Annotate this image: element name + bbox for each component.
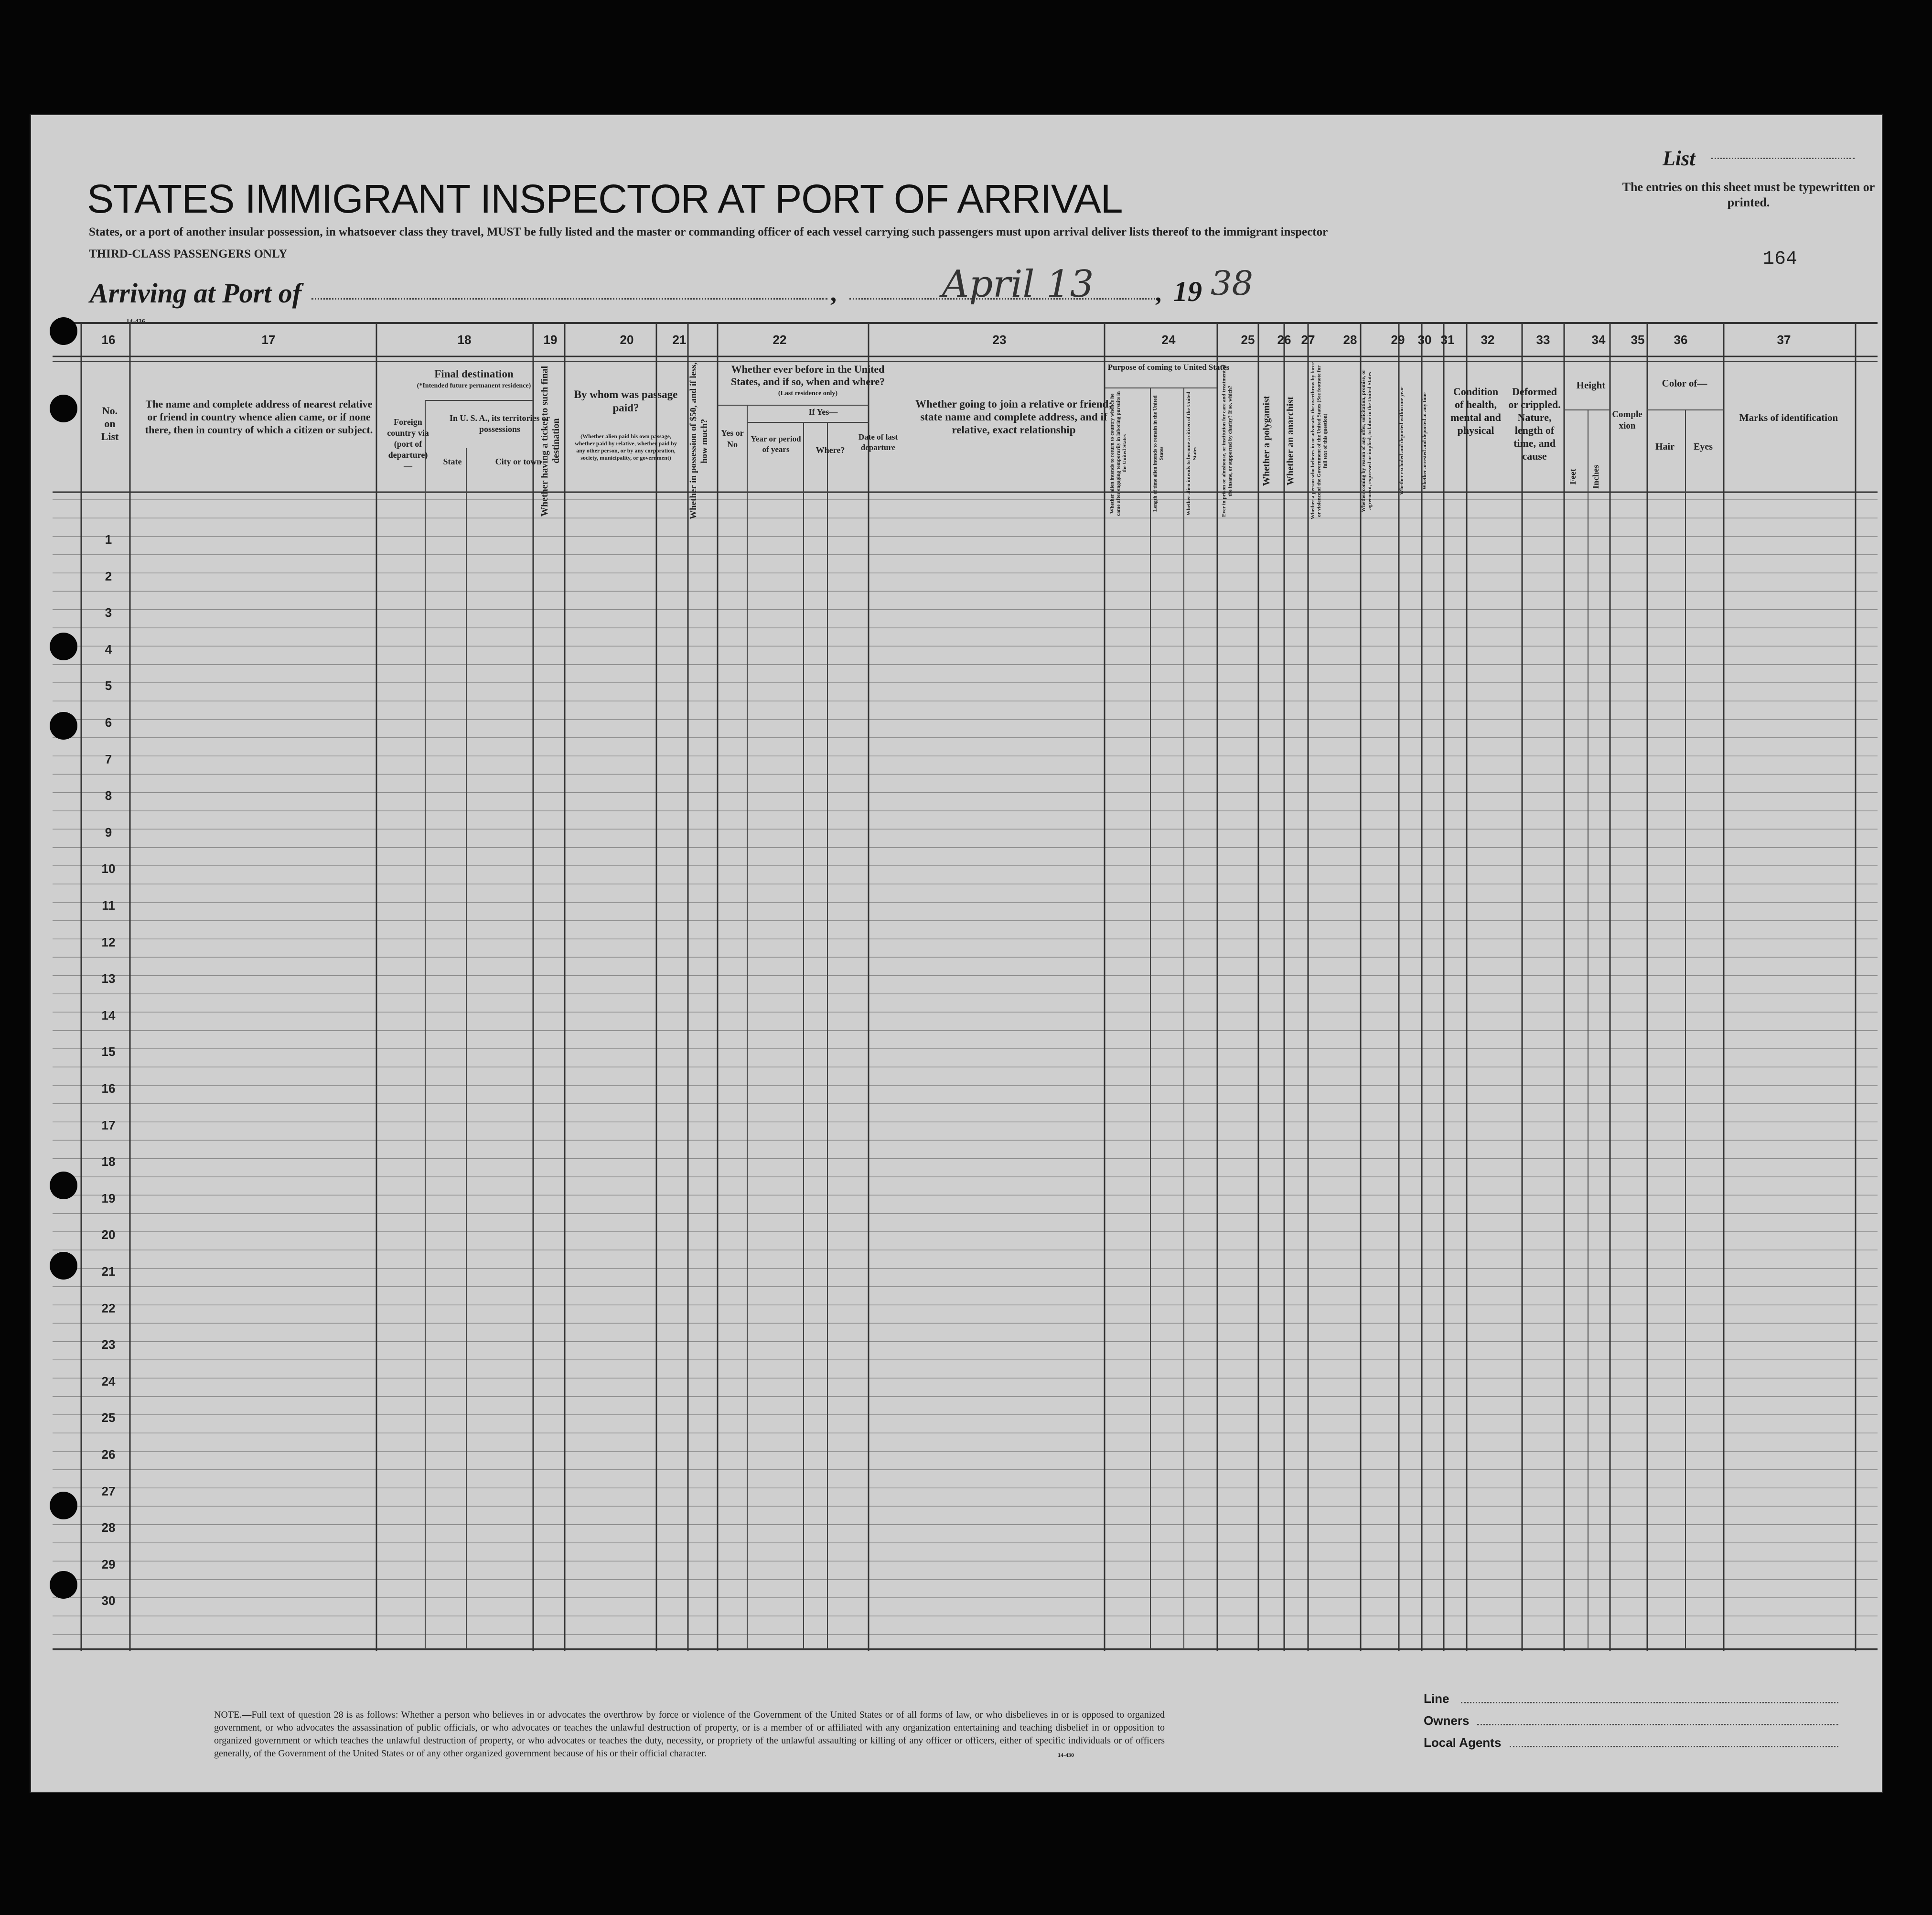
col-18-note: (*Intended future permanent residence) bbox=[417, 382, 531, 389]
row-number: 14 bbox=[101, 1008, 116, 1022]
col-36-hair: Hair bbox=[1655, 441, 1674, 452]
row-number: 20 bbox=[101, 1227, 116, 1242]
row-number: 18 bbox=[101, 1154, 116, 1169]
row-number: 4 bbox=[105, 642, 112, 656]
punch-hole bbox=[50, 712, 77, 740]
col-24-b: Length of time alien intends to remain in the United States bbox=[1152, 395, 1164, 512]
col-30-number: 30 bbox=[1417, 333, 1432, 347]
page-title: STATES IMMIGRANT INSPECTOR AT PORT OF ARRIVAL bbox=[87, 176, 1123, 221]
col-19-number: 19 bbox=[543, 333, 558, 347]
col-27-header: Whether an anarchist bbox=[1285, 397, 1296, 485]
col-22-ifyes: If Yes— bbox=[808, 407, 838, 417]
col-32-header: Condition of health, mental and physical bbox=[1450, 386, 1501, 436]
col-22-yesno: Yes or No bbox=[721, 428, 744, 449]
row-number: 6 bbox=[105, 715, 112, 730]
punch-hole bbox=[50, 633, 77, 660]
corner-mark: 14-436 bbox=[126, 318, 145, 325]
col-22-date: Date of last departure bbox=[858, 432, 898, 452]
col-35-number: 35 bbox=[1631, 333, 1645, 347]
col-34-inches: Inches bbox=[1591, 465, 1600, 489]
punch-hole bbox=[50, 1252, 77, 1280]
date-handwritten: April 13 bbox=[942, 263, 1094, 306]
class-note: THIRD-CLASS PASSENGERS ONLY bbox=[89, 247, 288, 260]
col-22-note: (Last residence only) bbox=[778, 390, 838, 397]
subtitle: States, or a port of another insular possession, in whatsoever class they travel, MUST be fully listed and the master or commanding officer of each vessel carrying such passengers must upon arrival deliver lists thereof to the immigrant inspector bbox=[89, 226, 1328, 238]
col-20-header: By whom was passage paid? bbox=[574, 388, 678, 414]
col-22-number: 22 bbox=[773, 333, 787, 347]
col-18-state: State bbox=[443, 457, 462, 466]
col-37-number: 37 bbox=[1777, 333, 1791, 347]
agents-field bbox=[1510, 1746, 1838, 1747]
col-29-header: Whether coming by reason of any offer, solicitation, promise, or agreement, expressed or implied, to labor in the United States bbox=[1361, 369, 1373, 513]
manifest-sheet bbox=[30, 114, 1883, 1793]
col-20-note: (Whether alien paid his own passage, whether paid by relative, whether paid by any other person, or by any corporation, society, municipality, or government) bbox=[575, 433, 677, 461]
row-number: 5 bbox=[105, 678, 112, 693]
row-number: 29 bbox=[101, 1557, 116, 1571]
col-19-header: Whether having a ticket to such final destination bbox=[539, 366, 561, 516]
col-16-number: 16 bbox=[101, 333, 116, 347]
row-number: 25 bbox=[101, 1410, 116, 1425]
punch-hole bbox=[50, 1571, 77, 1599]
col-24-header: Purpose of coming to United States bbox=[1107, 363, 1230, 372]
col-26-header: Whether a polygamist bbox=[1261, 396, 1272, 486]
row-number: 2 bbox=[105, 569, 112, 583]
col-31-number: 31 bbox=[1440, 333, 1455, 347]
row-number: 19 bbox=[101, 1191, 116, 1205]
row-number: 9 bbox=[105, 825, 112, 839]
col-36-number: 36 bbox=[1674, 333, 1688, 347]
col-25-number: 25 bbox=[1241, 333, 1255, 347]
col-18-city: City or town bbox=[495, 457, 542, 466]
col-23-header: Whether going to join a relative or friend; state name and complete address, and if relative, exact relationship bbox=[915, 398, 1113, 436]
col-32-number: 32 bbox=[1481, 333, 1495, 347]
row-number: 23 bbox=[101, 1337, 116, 1352]
typewritten-note: The entries on this sheet must be typewritten or printed. bbox=[1622, 180, 1875, 209]
col-21-number: 21 bbox=[672, 333, 687, 347]
col-24-number: 24 bbox=[1161, 333, 1176, 347]
col-35-header: Complexion bbox=[1612, 409, 1642, 431]
col-22-where: Where? bbox=[816, 445, 845, 455]
row-number: 1 bbox=[105, 532, 112, 547]
col-28-header: Whether a person who believes in or advocates the overthrow by force or violence of the Government of the United States (See footnote for full text of this question) bbox=[1310, 362, 1328, 520]
col-25-header: Ever in prison or almshouse, or institution for care and treatment of the insane, or supported by charity? If so, which? bbox=[1221, 365, 1233, 517]
col-34-header: Height bbox=[1576, 379, 1606, 391]
col-31-header: Whether arrested and deported at any time bbox=[1422, 392, 1428, 490]
row-number: 26 bbox=[101, 1447, 116, 1462]
punch-hole bbox=[50, 395, 77, 422]
col-34-number: 34 bbox=[1591, 333, 1606, 347]
col-18-number: 18 bbox=[457, 333, 472, 347]
col-20-number: 20 bbox=[620, 333, 634, 347]
row-number: 11 bbox=[102, 898, 115, 913]
col-26-number: 26 bbox=[1277, 333, 1291, 347]
punch-hole bbox=[50, 317, 77, 345]
col-36-eyes: Eyes bbox=[1694, 441, 1713, 452]
row-number: 24 bbox=[101, 1374, 116, 1388]
row-number: 22 bbox=[101, 1301, 116, 1315]
line-label: Line bbox=[1424, 1691, 1449, 1706]
col-34-feet: Feet bbox=[1568, 469, 1578, 485]
col-37-header: Marks of identification bbox=[1739, 412, 1838, 423]
footnote: NOTE.—Full text of question 28 is as follows: Whether a person who believes in or advocates the overthrow by force or violence of the Government of the United States or of all forms of law, or who disbelieves in or is opposed to organized government, or who advocates the assassination of public officials, or who advocates or teaches the unlawful destruction of property, or is a member of or affiliated with any organization entertaining and teaching disbelief in or opposition to organized government or which teaches the unlawful destruction of property, or who advocates or teaches the duty, necessity, or propriety of the unlawful assaulting or killing of any officer or officers, either of specific individuals or of officers generally, of the Government of the United States or of any other organized government because of his or their official character. bbox=[214, 1710, 1165, 1759]
col-36-header: Color of— bbox=[1662, 377, 1707, 389]
col-33-number: 33 bbox=[1536, 333, 1550, 347]
row-number: 8 bbox=[105, 788, 112, 803]
year-handwritten: 38 bbox=[1211, 264, 1254, 303]
col-24-c: Whether alien intends to become a citizen of the United States bbox=[1186, 391, 1198, 516]
owners-field bbox=[1477, 1724, 1838, 1725]
owners-label: Owners bbox=[1424, 1713, 1470, 1728]
col-17-number: 17 bbox=[261, 333, 276, 347]
col-22-year: Year or period of years bbox=[751, 434, 801, 454]
grid-lines bbox=[30, 114, 1883, 1793]
row-number: 28 bbox=[101, 1520, 116, 1535]
row-number: 27 bbox=[101, 1484, 116, 1498]
row-number: 15 bbox=[101, 1044, 116, 1059]
col-18-header: Final destination bbox=[434, 368, 514, 380]
row-number: 13 bbox=[101, 971, 116, 986]
col-22-header: Whether ever before in the United States, and if so, when and where? bbox=[730, 363, 885, 387]
col-30-header: Whether excluded and deported within one year bbox=[1399, 387, 1405, 495]
col-27-number: 27 bbox=[1301, 333, 1315, 347]
col-18-usa: In U. S. A., its territories or possessions bbox=[450, 413, 550, 434]
punch-hole bbox=[50, 1492, 77, 1519]
row-number: 3 bbox=[105, 605, 112, 620]
punch-hole bbox=[50, 1172, 77, 1199]
list-label-text: List bbox=[1663, 147, 1696, 170]
col-17-header: The name and complete address of nearest relative or friend in country whence alien came, or if none there, then in country of which a citizen or subject. bbox=[145, 398, 373, 436]
page-number: 164 bbox=[1763, 248, 1798, 270]
line-field bbox=[1461, 1702, 1838, 1703]
row-number: 10 bbox=[101, 861, 116, 876]
col-33-header: Deformed or crippled. Nature, length of time, and cause bbox=[1508, 386, 1561, 462]
col-21-header: Whether in possession of $50, and if less, how much? bbox=[688, 362, 709, 520]
row-number: 7 bbox=[105, 752, 112, 766]
arriving-label: Arriving at Port of bbox=[90, 278, 302, 309]
agents-label: Local Agents bbox=[1424, 1735, 1502, 1750]
row-number: 16 bbox=[101, 1081, 116, 1096]
col-24-a: Whether alien intends to return to country whence he came after engaging temporarily in laboring pursuits in the United States bbox=[1109, 391, 1127, 516]
col-28-number: 28 bbox=[1343, 333, 1357, 347]
form-number: 14-430 bbox=[1058, 1752, 1074, 1758]
row-number: 30 bbox=[101, 1593, 116, 1608]
year-prefix: 19 bbox=[1173, 276, 1202, 307]
row-number: 12 bbox=[101, 935, 116, 949]
row-number: 17 bbox=[101, 1118, 116, 1132]
col-18-foreign: Foreign country via (port of departure)— bbox=[387, 417, 429, 471]
comma-1: , bbox=[830, 280, 837, 307]
col-23-number: 23 bbox=[992, 333, 1007, 347]
col-29-number: 29 bbox=[1391, 333, 1405, 347]
row-number: 21 bbox=[101, 1264, 116, 1279]
col-16-header: No. on List bbox=[101, 405, 119, 442]
comma-2: , bbox=[1155, 280, 1161, 307]
